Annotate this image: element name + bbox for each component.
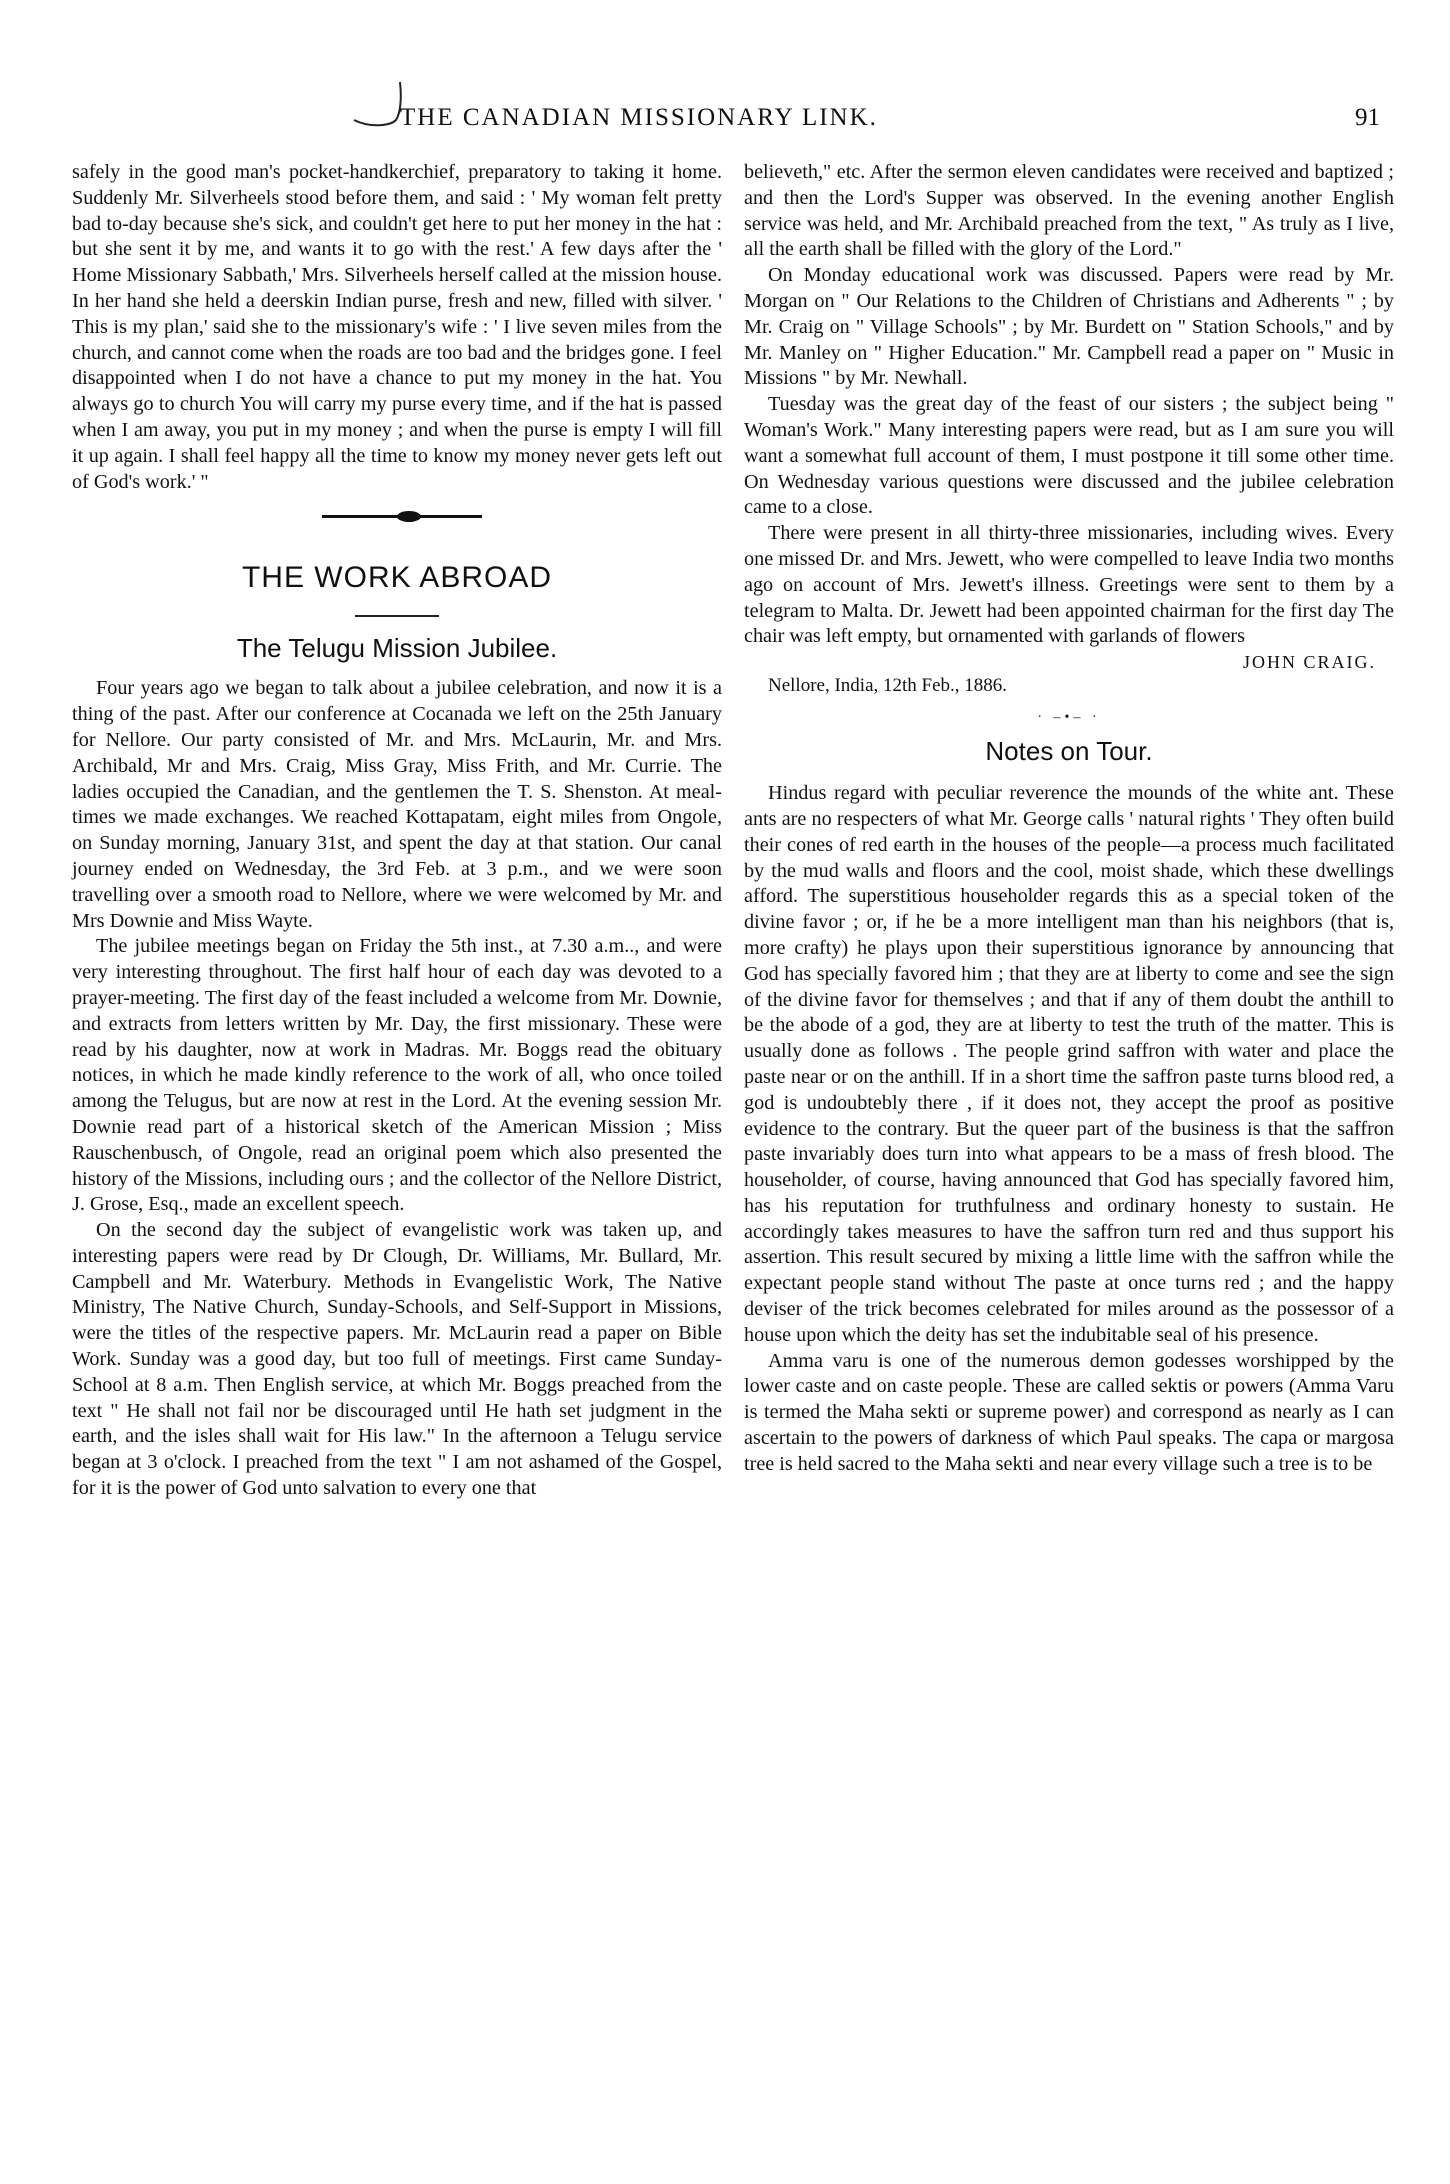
article-title: Notes on Tour. (985, 736, 1153, 767)
section-ornament (72, 495, 722, 531)
article-paragraph: Tuesday was the great day of the feast of our sisters ; the subject being " Woman's Work." Many interesting papers were read, but as I am sure you will want a somewhat full account of them, I must postpone it till some other time. On Wednesday various questions were discussed and the jubilee celebration came to a close. (744, 393, 1394, 519)
article-title: The Telugu Mission Jubilee. (236, 633, 558, 664)
article-paragraph: On the second day the subject of evangelistic work was taken up, and interesting papers were read by Dr Clough, Dr. Williams, Mr. Bullard, Mr. Campbell and Mr. Waterbury. Methods in Evangelistic Work, The Native Ministry, The Native Church, Sunday-Schools, and Self-Support in Missions, were the titles of the respective papers. Mr. McLaurin read a paper on Bible Work. Sunday was a good day, but too full of meetings. First came Sunday-School at 8 a.m. Then English service, at which Mr. Boggs preached from the text " He shall not fail nor be discouraged until He hath set judgment in the earth, and the isles shall wait for His law." In the afternoon a Telugu service began at 3 o'clock. I preached from the text " I am not ashamed of the Gospel, for it is the power of God unto salvation to every one that (72, 1219, 722, 1500)
article-paragraph: There were present in all thirty-three missionaries, including wives. Every one missed Dr. and Mrs. Jewett, who were compelled to leave India two months ago on account of Mrs. Jewett's illness. Greetings were sent to them by a telegram to Malta. Dr. Jewett had been appointed chairman for the first day The chair was left empty, but ornamented with garlands of flowers (744, 522, 1394, 648)
article-paragraph: believeth," etc. After the sermon eleven candidates were received and baptized ; and then the Lord's Supper was observed. In the evening another English service was held, and Mr. Archibald preached from the text, " As truly as I live, all the earth shall be filled with the glory of the Lord." (744, 161, 1394, 261)
running-header (300, 102, 1380, 142)
left-column (72, 160, 722, 1502)
right-column (744, 160, 1394, 1478)
divider-ornament: · –•– · (1037, 710, 1101, 726)
section-heading: THE WORK ABROAD (241, 561, 553, 595)
article-paragraph: Amma varu is one of the numerous demon godesses worshipped by the lower caste and on caste people. These are called sektis or powers (Amma Varu is termed the Maha sekti or supreme power) and correspond as nearly as I can ascertain to the powers of darkness of which Paul speaks. The capa or margosa tree is held sacred to the Maha sekti and near every village such a tree is to be (744, 1349, 1394, 1475)
journal-title: THE CANADIAN MISSIONARY LINK. (400, 104, 878, 131)
page-number: 91 (1355, 104, 1380, 131)
article-paragraph: Hindus regard with peculiar reverence the mounds of the white ant. These ants are no respecters of what Mr. George calls ' natural rights ' They often build their cones of red earth in the houses of the people—a process much facilitated by the mud walls and floors and the cool, moist shade, which these dwellings afford. The superstitious householder regards this as a special token of the divine favor ; or, if he be a more intelligent man than his neighbors (that is, more crafty) he plays upon their superstitious ignorance by announcing that God has specially favored him ; that they are at liberty to come and see the sign of the divine favor for themselves ; and that if any of them doubt the anthill to be the abode of a god, they are at liberty to test the truth of the matter. This is usually done as follows . The people grind saffron with water and place the paste near or on the anthill. If in a short time the saffron paste turns blood red, a god is undoubtebly there , if it does not, they accept the proof as positive evidence to the contrary. But the queer part of the business is that the saffron paste invariably does turn into what appears to be a mass of fresh blood. The householder, of course, having announced that God has specially favored him, has his reputation for truthfulness and ordinary honesty to sustain. He accordingly takes measures to have the saffron turn red and thus support his assertion. This result secured by mixing a little lime with the saffron while the expectant people stand without The paste at once turns red ; and the happy deviser of the trick becomes celebrated for miles around as the possessor of a house upon which the deity has set the indubitable seal of his presence. (744, 782, 1394, 1346)
heading-rule (355, 615, 439, 617)
author-signature: JOHN CRAIG. (1242, 652, 1376, 673)
article-paragraph: The jubilee meetings began on Friday the 5th inst., at 7.30 a.m.., and were very interesting throughout. The first half hour of each day was devoted to a prayer-meeting. The first day of the feast included a welcome from Mr. Downie, and extracts from letters written by Mr. Day, the first missionary. These were read by his daughter, now at work in Madras. Mr. Boggs read the obituary notices, in which he made kindly reference to the work of all, who once toiled among the Telugus, but are now at rest in the Lord. At the evening session Mr. Downie read part of a historical sketch of the American Mission ; Miss Rauschenbusch, of Ongole, read an original poem which also presented the history of the Missions, including ours ; and the collector of the Nellore District, J. Grose, Esq., made an excellent speech. (72, 935, 722, 1216)
article-paragraph: Four years ago we began to talk about a jubilee celebration, and now it is a thing of the past. After our conference at Cocanada we left on the 25th January for Nellore. Our party consisted of Mr. and Mrs. McLaurin, Mr. and Mrs. Archibald, Mr and Mrs. Craig, Miss Gray, Miss Frith, and Mr. Currie. The ladies occupied the Canadian, and the gentlemen the T. S. Shenston. At meal-times we made exchanges. We reached Kottapatam, eight miles from Ongole, on Sunday morning, January 31st, and spent the day at that station. Our canal journey ended on Wednesday, the 3rd Feb. at 3 p.m., and we were soon travelling over a smooth road to Nellore, where we were welcomed by Mr. and Mrs Downie and Miss Wayte. (72, 677, 722, 932)
story-continuation: safely in the good man's pocket-handkerchief, preparatory to taking it home. Suddenly Mr. Silverheels stood before them, and said : ' My woman felt pretty bad to-day because she's sick, and couldn't get here to put her money in the hat : but she sent it by me, and wants it to go with the rest.' A few days after the ' Home Missionary Sabbath,' Mrs. Silverheels herself called at the mission house. In her hand she held a deerskin Indian purse, fresh and new, filled with silver. ' This is my plan,' said she to the missionary's wife : ' I live seven miles from the church, and cannot come when the roads are too bad and the bridges gone. I feel disappointed when I do not have a chance to put my money in the hat. You always go to church You will carry my purse every time, and if the hat is passed when I am away, you put in my money ; and when the purse is empty I will fill it up again. I shall feel happy all the time to know my money never gets left out of God's work.' " (72, 161, 722, 493)
dateline: Nellore, India, 12th Feb., 1886. (768, 675, 1008, 697)
article-paragraph: On Monday educational work was discussed. Papers were read by Mr. Morgan on " Our Relations to the Children of Christians and Adherents " ; by Mr. Craig on " Village Schools" ; by Mr. Burdett on " Station Schools," and by Mr. Manley on " Higher Education." Mr. Campbell read a paper on " Music in Missions " by Mr. Newhall. (744, 264, 1394, 390)
